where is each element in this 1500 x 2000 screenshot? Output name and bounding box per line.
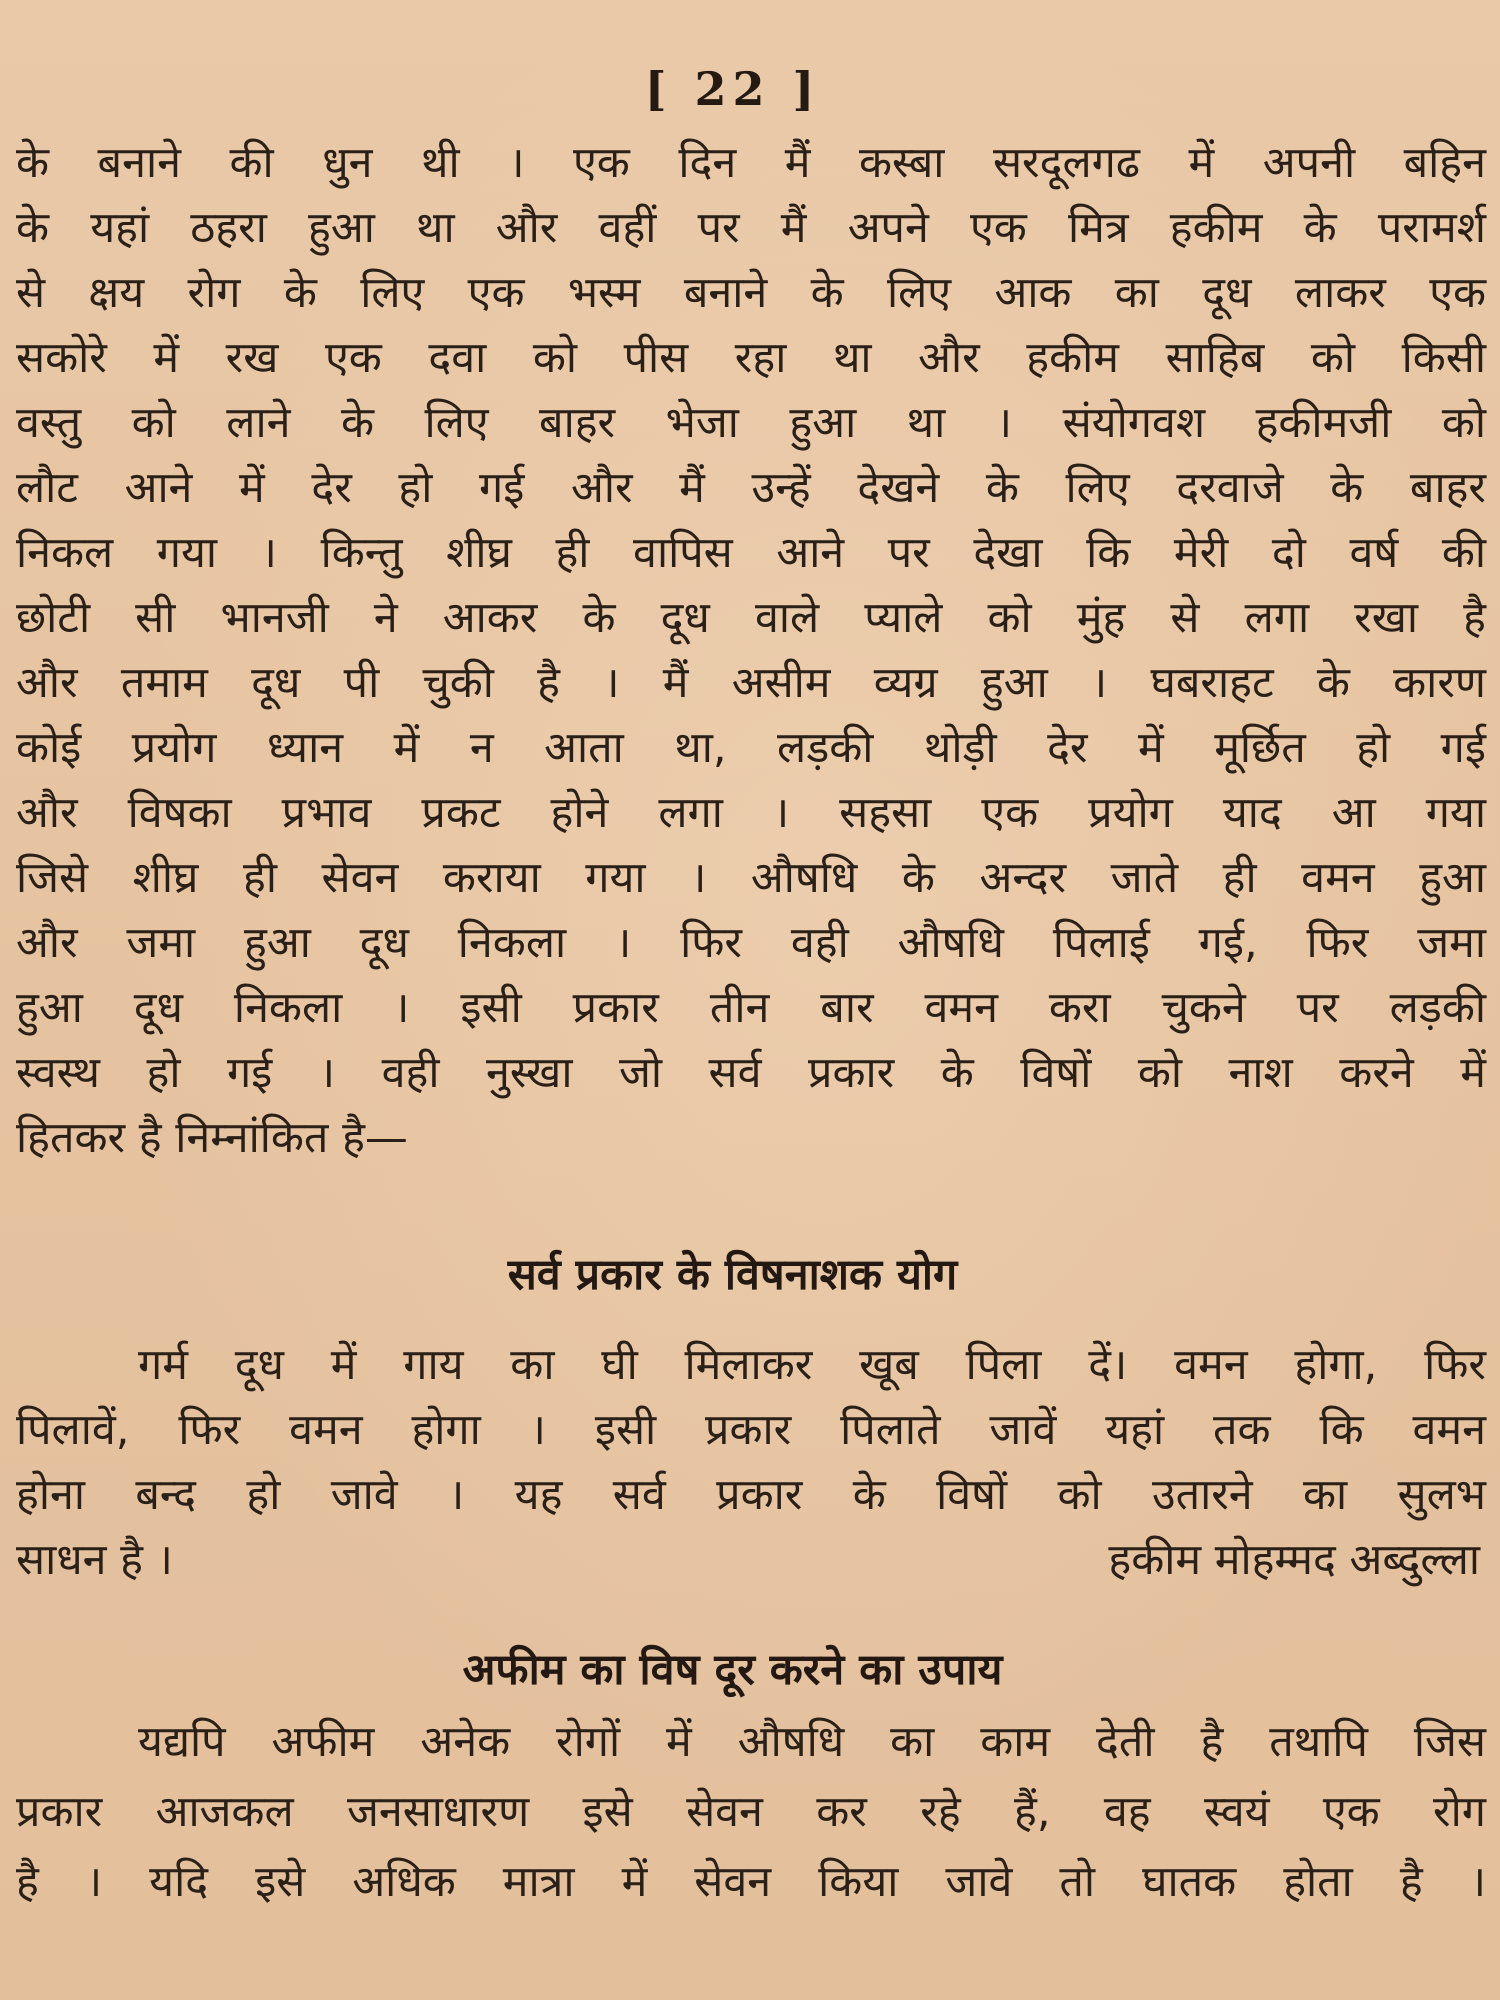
text-line: हितकर है निम्नांकित है— xyxy=(16,1113,408,1163)
text-line: के यहां ठहरा हुआ था और वहीं पर मैं अपने एक मित्र हकीम के परामर्श xyxy=(16,203,1486,253)
text-line: प्रकार आजकल जनसाधारण इसे सेवन कर रहे हैं, वह स्वयं एक रोग xyxy=(16,1787,1486,1837)
text-line: निकल गया । किन्तु शीघ्र ही वापिस आने पर देखा कि मेरी दो वर्ष की xyxy=(16,528,1486,578)
text-line: जिसे शीघ्र ही सेवन कराया गया । औषधि के अन्दर जाते ही वमन हुआ xyxy=(16,853,1486,903)
text-line: के बनाने की धुन थी । एक दिन मैं कस्बा सरदूलगढ में अपनी बहिन xyxy=(16,138,1486,188)
text-line: है । यदि इसे अधिक मात्रा में सेवन किया जावे तो घातक होता है । xyxy=(16,1857,1486,1907)
text-line: और विषका प्रभाव प्रकट होने लगा । सहसा एक प्रयोग याद आ गया xyxy=(16,788,1486,838)
author-signature: हकीम मोहम्मद अब्दुल्ला xyxy=(1108,1535,1480,1585)
text-line: स्वस्थ हो गई । वही नुस्खा जो सर्व प्रकार के विषों को नाश करने में xyxy=(16,1048,1486,1098)
page-number: [ 22 ] xyxy=(644,62,821,116)
text-line: हुआ दूध निकला । इसी प्रकार तीन बार वमन करा चुकने पर लड़की xyxy=(16,983,1486,1033)
section-heading: अफीम का विष दूर करने का उपाय xyxy=(462,1645,1003,1695)
text-line: गर्म दूध में गाय का घी मिलाकर खूब पिला दें। वमन होगा, फिर xyxy=(138,1340,1486,1390)
text-line: और तमाम दूध पी चुकी है । मैं असीम व्यग्र हुआ । घबराहट के कारण xyxy=(16,658,1486,708)
text-line: और जमा हुआ दूध निकला । फिर वही औषधि पिलाई गई, फिर जमा xyxy=(16,918,1486,968)
text-line: से क्षय रोग के लिए एक भस्म बनाने के लिए आक का दूध लाकर एक xyxy=(16,268,1486,318)
text-line: साधन है । xyxy=(16,1535,173,1585)
text-line: लौट आने में देर हो गई और मैं उन्हें देखने के लिए दरवाजे के बाहर xyxy=(16,463,1486,513)
text-line: पिलावें, फिर वमन होगा । इसी प्रकार पिलाते जावें यहां तक कि वमन xyxy=(16,1405,1486,1455)
text-line: कोई प्रयोग ध्यान में न आता था, लड़की थोड़ी देर में मूर्छित हो गई xyxy=(16,723,1486,773)
section-heading: सर्व प्रकार के विषनाशक योग xyxy=(507,1250,958,1300)
text-line: होना बन्द हो जावे । यह सर्व प्रकार के विषों को उतारने का सुलभ xyxy=(16,1470,1486,1520)
text-line: सकोरे में रख एक दवा को पीस रहा था और हकीम साहिब को किसी xyxy=(16,333,1486,383)
text-line: छोटी सी भानजी ने आकर के दूध वाले प्याले को मुंह से लगा रखा है xyxy=(16,593,1486,643)
text-line: यद्यपि अफीम अनेक रोगों में औषधि का काम देती है तथापि जिस xyxy=(138,1717,1486,1767)
text-line: वस्तु को लाने के लिए बाहर भेजा हुआ था । संयोगवश हकीमजी को xyxy=(16,398,1486,448)
